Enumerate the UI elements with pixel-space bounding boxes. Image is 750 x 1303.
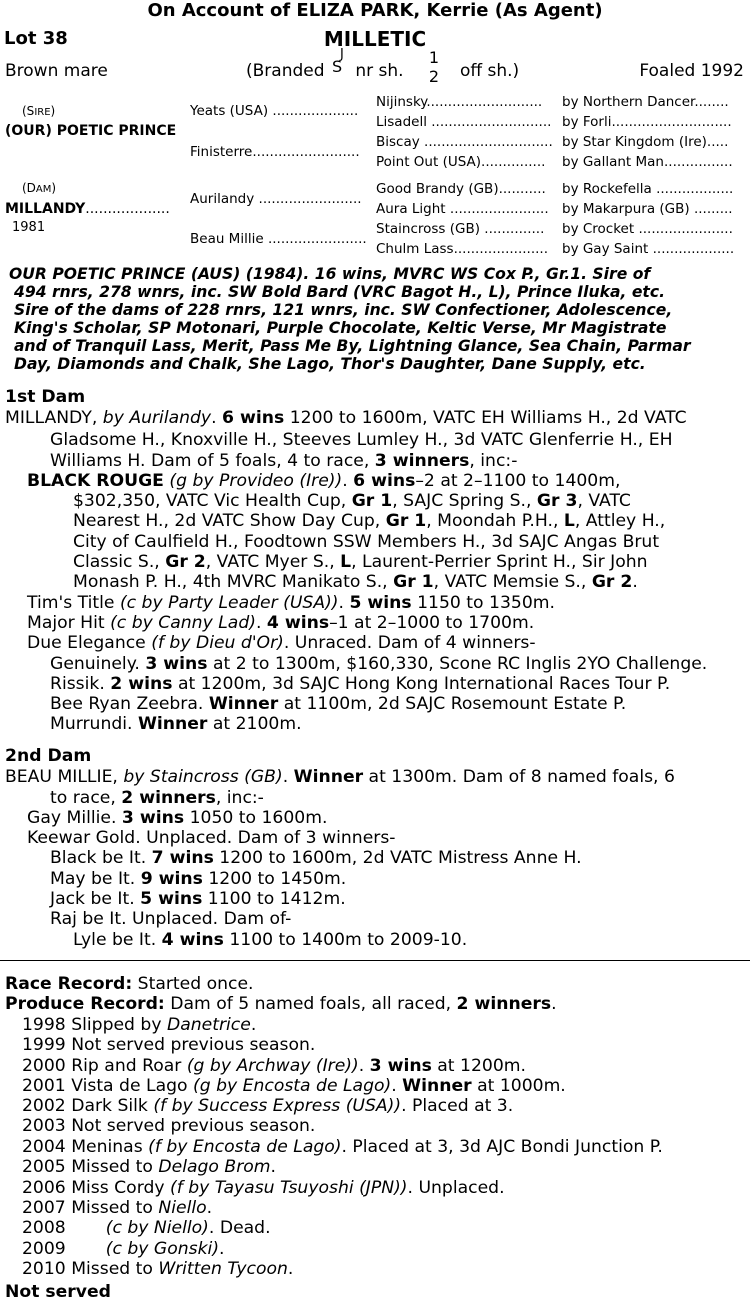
grand-offspring-line: Murrundi. Winner at 2100m. [50,714,302,734]
brand-fraction [427,48,441,86]
gen4-item: by Crocket ...................... [562,221,733,237]
produce-year: 2010 Missed to Written Tycoon. [22,1259,294,1279]
gen3-item: Point Out (USA)............... [376,154,546,170]
offspring-line: Major Hit (c by Canny Lad). 4 wins–1 at 2–1000 to 1700m. [27,613,535,633]
dam-year: 1981 [12,220,46,235]
grand-offspring-line: May be It. 9 wins 1200 to 1450m. [50,869,347,889]
dam-line: to race, 2 winners, inc:- [50,788,264,808]
grand-offspring-line: Jack be It. 5 wins 1100 to 1412m. [50,889,346,909]
brand-sup-letter: J [339,47,344,62]
gen3-item: Good Brandy (GB)........... [376,181,546,197]
gen2-item: Finisterre......................... [190,144,360,160]
sire-label: (SIRE) [22,104,56,118]
sire-summary-line: and of Tranquil Lass, Merit, Pass Me By, Lightning Glance, Sea Chain, Parmar [14,337,691,355]
gen4-item: by Gallant Man................ [562,154,733,170]
section-heading: 1st Dam [5,387,86,407]
dam-line: Gladsome H., Knoxville H., Steeves Lumley H., 3d VATC Glenferrie H., EH [50,430,673,450]
produce-year: 2004 Meninas (f by Encosta de Lago). Placed at 3, 3d AJC Bondi Junction P. [22,1137,663,1157]
dam-line: MILLANDY, by Aurilandy. 6 wins 1200 to 1600m, VATC EH Williams H., 2d VATC [5,408,687,428]
gen3-item: Chulm Lass...................... [376,241,549,257]
foaled-year: Foaled 1992 [639,61,744,81]
horse-name: MILLETIC [323,27,427,51]
gen4-item: by Rockefella .................. [562,181,734,197]
gen2-item: Yeats (USA) .................... [190,103,359,119]
sire-summary-line: Sire of the dams of 228 rnrs, 121 wnrs, inc. SW Confectioner, Adolescence, [14,301,673,319]
produce-year: 2009 (c by Gonski). [22,1239,225,1259]
sire-summary-line: OUR POETIC PRINCE (AUS) (1984). 16 wins, MVRC WS Cox P., Gr.1. Sire of [9,265,651,283]
dam-line: BEAU MILLIE, by Staincross (GB). Winner at 1300m. Dam of 8 named foals, 6 [5,767,675,787]
gen3-item: Staincross (GB) .............. [376,221,545,237]
gen2-item: Beau Millie ....................... [190,231,367,247]
produce-year: 2002 Dark Silk (f by Success Express (USA)). Placed at 3. [22,1096,514,1116]
grand-offspring-line: Genuinely. 3 wins at 2 to 1300m, $160,330, Scone RC Inglis 2YO Challenge. [50,654,708,674]
offspring-line: BLACK ROUGE (g by Provideo (Ire)). 6 wins–2 at 2–1100 to 1400m, [27,471,621,491]
brand-description [246,47,404,81]
grand-offspring-line: Raj be It. Unplaced. Dam of- [50,909,292,929]
sire-summary-line: 494 rnrs, 278 wnrs, inc. SW Bold Bard (VRC Bagot H., L), Prince Iluka, etc. [14,283,666,301]
produce-year: 2006 Miss Cordy (f by Tayasu Tsuyoshi (JPN)). Unplaced. [22,1178,505,1198]
fraction-denominator: 2 [428,67,440,86]
sire-summary-line: King's Scholar, SP Motonari, Purple Chocolate, Keltic Verse, Mr Magistrate [14,319,667,337]
grand-offspring-line: Bee Ryan Zeebra. Winner at 1100m, 2d SAJC Rosemount Estate P. [50,694,627,714]
produce-year: 2007 Missed to Niello. [22,1198,213,1218]
produce-record: Produce Record: Dam of 5 named foals, all raced, 2 winners. [5,994,557,1014]
great-grand-offspring-line: Lyle be It. 4 wins 1100 to 1400m to 2009-10. [73,930,468,950]
sire-name: (OUR) POETIC PRINCE [5,123,177,139]
offspring-line: Classic S., Gr 2, VATC Myer S., L, Laurent-Perrier Sprint H., Sir John [73,552,648,572]
brand-prefix: (Branded [246,61,325,81]
produce-year: 2000 Rip and Roar (g by Archway (Ire)). 3 wins at 1200m. [22,1056,526,1076]
produce-year: 2003 Not served previous season. [22,1116,316,1136]
gen3-item: Biscay .............................. [376,134,553,150]
divider [0,960,750,961]
gen4-item: by Forli............................ [562,114,732,130]
produce-year: 2001 Vista de Lago (g by Encosta de Lago). Winner at 1000m. [22,1076,566,1096]
offspring-line: Monash P. H., 4th MVRC Manikato S., Gr 1, VATC Memsie S., Gr 2. [73,572,638,592]
gen4-item: by Northern Dancer........ [562,94,729,110]
offspring-line: Keewar Gold. Unplaced. Dam of 3 winners- [27,828,396,848]
offspring-line: Tim's Title (c by Party Leader (USA)). 5 wins 1150 to 1350m. [27,593,555,613]
not-served: Not served [5,1282,111,1302]
dam-name: MILLANDY................... [5,201,170,217]
fraction-numerator: 1 [428,48,440,67]
produce-year: 2008 (c by Niello). Dead. [22,1218,271,1238]
gen4-item: by Gay Saint ................... [562,241,735,257]
offspring-line: Due Elegance (f by Dieu d'Or). Unraced. Dam of 4 winners- [27,633,536,653]
offspring-line: City of Caulfield H., Foodtown SSW Members H., 3d SAJC Angas Brut [73,532,660,552]
grand-offspring-line: Rissik. 2 wins at 1200m, 3d SAJC Hong Kong International Races Tour P. [50,674,671,694]
brand-mark [331,47,350,81]
gen3-item: Aura Light ....................... [376,201,549,217]
sire-summary-line: Day, Diamonds and Chalk, She Lago, Thor's Daughter, Dane Supply, etc. [14,355,646,373]
produce-year: 1998 Slipped by Danetrice. [22,1015,257,1035]
brand-suffix: off sh.) [460,61,520,81]
offspring-line: $302,350, VATC Vic Health Cup, Gr 1, SAJC Spring S., Gr 3, VATC [73,491,631,511]
dam-line: Williams H. Dam of 5 foals, 4 to race, 3 winners, inc:- [50,451,518,471]
lot-number: Lot 38 [4,28,68,49]
dam-label: (DAM) [22,181,57,195]
colour-sex: Brown mare [5,61,108,81]
produce-year: 2005 Missed to Delago Brom. [22,1157,276,1177]
gen3-item: Nijinsky........................... [376,94,543,110]
gen2-item: Aurilandy ........................ [190,191,362,207]
gen3-item: Lisadell ............................ [376,114,552,130]
section-heading: 2nd Dam [5,746,92,766]
brand-mid: nr sh. [355,61,404,81]
gen4-item: by Star Kingdom (Ire)..... [562,134,729,150]
grand-offspring-line: Black be It. 7 wins 1200 to 1600m, 2d VATC Mistress Anne H. [50,848,582,868]
race-record: Race Record: Started once. [5,974,254,994]
brand-letter: S [331,57,343,76]
account-line: On Account of ELIZA PARK, Kerrie (As Agent) [147,0,603,21]
offspring-line: Gay Millie. 3 wins 1050 to 1600m. [27,808,328,828]
produce-year: 1999 Not served previous season. [22,1035,316,1055]
offspring-line: Nearest H., 2d VATC Show Day Cup, Gr 1, Moondah P.H., L, Attley H., [73,511,666,531]
gen4-item: by Makarpura (GB) ......... [562,201,733,217]
